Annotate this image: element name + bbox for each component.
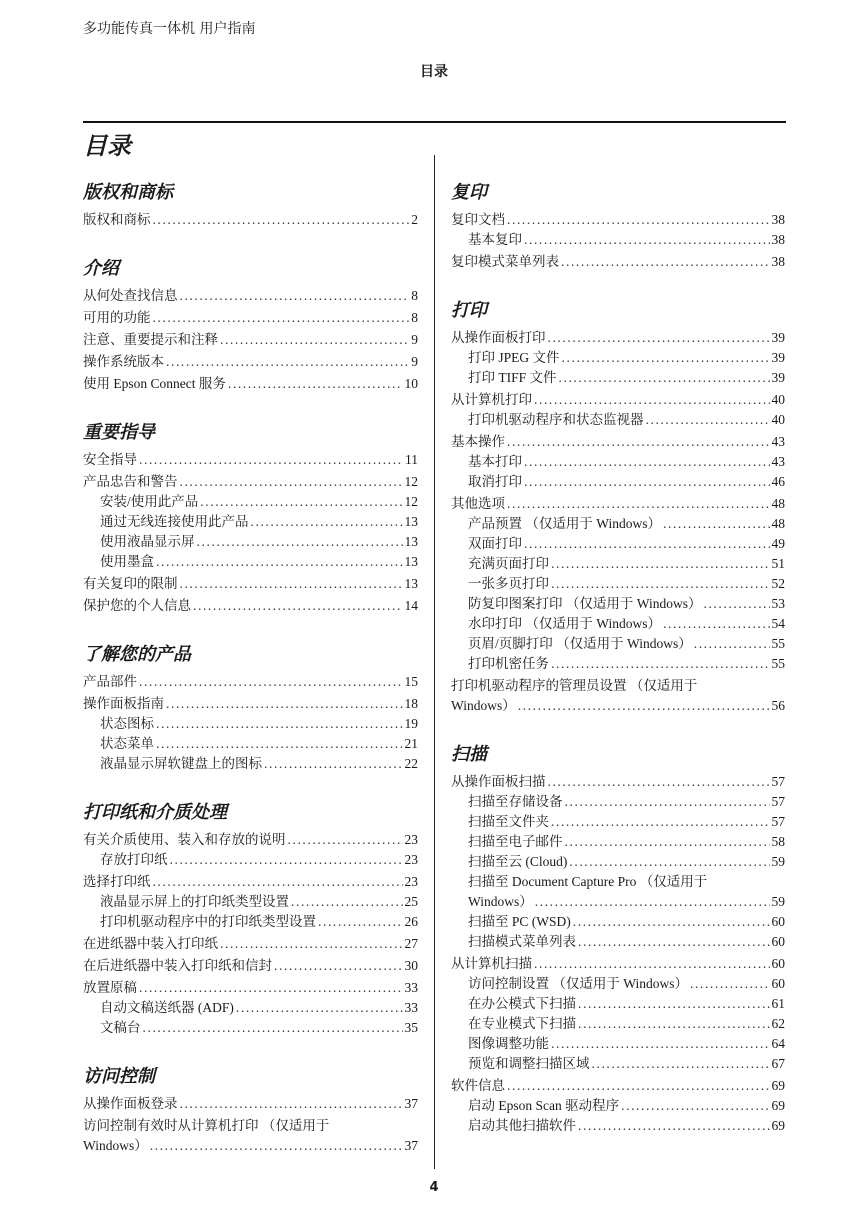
entry-label: 产品预置 （仅适用于 Windows） [468, 516, 661, 531]
entry-page-number: 23 [404, 874, 418, 889]
dot-leader [193, 596, 403, 616]
entry-page-number: 60 [771, 956, 785, 971]
dot-leader [569, 852, 769, 872]
entry-label: 基本操作 [451, 434, 505, 449]
entry-page-number: 13 [404, 576, 418, 591]
dot-leader [524, 472, 770, 492]
column-divider [434, 155, 435, 1169]
toc-entry[interactable] [83, 552, 418, 572]
dot-leader [551, 554, 770, 574]
toc-entry[interactable] [83, 472, 418, 492]
dot-leader [524, 534, 770, 554]
dot-leader [143, 1018, 403, 1038]
entry-page-number: 15 [404, 674, 418, 689]
entry-page-number: 18 [404, 696, 418, 711]
entry-page-number: 9 [411, 332, 418, 347]
entry-page-number: 11 [405, 452, 418, 467]
entry-page-number: 8 [411, 310, 418, 325]
toc-entry[interactable] [83, 1094, 418, 1114]
dot-leader [236, 998, 403, 1018]
section-heading: 版权和商标 [83, 182, 173, 203]
entry-page-number: 37 [404, 1096, 418, 1111]
toc-entry[interactable] [83, 352, 418, 372]
entry-label: 注意、重要提示和注释 [83, 332, 218, 347]
entry-label: 使用液晶显示屏 [100, 534, 195, 549]
entry-page-number: 69 [771, 1098, 785, 1113]
toc-entry[interactable] [451, 614, 785, 634]
entry-label: 扫描至云 (Cloud) [468, 854, 568, 869]
dot-leader [180, 574, 403, 594]
toc-entry[interactable] [451, 994, 785, 1014]
toc-entry[interactable] [83, 1018, 418, 1038]
toc-entry[interactable] [83, 330, 418, 350]
dot-leader [200, 492, 402, 512]
entry-page-number: 25 [404, 894, 418, 909]
toc-entry[interactable] [451, 1034, 785, 1054]
dot-leader [139, 450, 403, 470]
toc-entry[interactable] [83, 754, 418, 774]
entry-page-number: 62 [771, 1016, 785, 1031]
toc-entry[interactable] [451, 594, 785, 614]
entry-page-number: 14 [404, 598, 418, 613]
dot-leader [507, 494, 770, 514]
dot-leader [703, 594, 769, 614]
entry-page-number: 12 [404, 474, 418, 489]
entry-page-number: 69 [771, 1078, 785, 1093]
toc-entry[interactable] [83, 210, 418, 230]
entry-label: 打印 JPEG 文件 [468, 350, 560, 365]
entry-label: 有关复印的限制 [83, 576, 178, 591]
dot-leader [220, 934, 403, 954]
toc-entry[interactable] [451, 390, 785, 410]
entry-label: 状态菜单 [100, 736, 154, 751]
entry-page-number: 33 [404, 1000, 418, 1015]
toc-entry[interactable] [83, 532, 418, 552]
toc-entry[interactable] [451, 772, 785, 792]
entry-label: 基本复印 [468, 232, 522, 247]
entry-label: 从计算机打印 [451, 392, 532, 407]
entry-label: 在进纸器中装入打印纸 [83, 936, 218, 951]
entry-page-number: 40 [771, 412, 785, 427]
section-heading: 重要指导 [83, 422, 155, 443]
toc-entry[interactable] [451, 1014, 785, 1034]
entry-label-continued: Windows） [451, 698, 516, 713]
entry-page-number: 39 [771, 330, 785, 345]
dot-leader [166, 352, 409, 372]
entry-label: 使用 Epson Connect 服务 [83, 376, 226, 391]
toc-entry[interactable] [451, 432, 785, 452]
entry-label: 在后进纸器中装入打印纸和信封 [83, 958, 272, 973]
entry-page-number: 13 [404, 534, 418, 549]
entry-page-number: 57 [771, 774, 785, 789]
entry-page-number: 38 [771, 254, 785, 269]
dot-leader [150, 1136, 403, 1156]
page-number: 4 [429, 1180, 439, 1195]
toc-right-column [451, 178, 785, 1136]
toc-entry[interactable] [83, 978, 418, 998]
entry-label: 通过无线连接使用此产品 [100, 514, 249, 529]
entry-page-number: 38 [771, 232, 785, 247]
dot-leader [291, 892, 403, 912]
entry-page-number: 35 [404, 1020, 418, 1035]
entry-label: 液晶显示屏上的打印纸类型设置 [100, 894, 289, 909]
toc-entry[interactable] [83, 734, 418, 754]
toc-entry[interactable] [83, 694, 418, 714]
entry-label: 其他选项 [451, 496, 505, 511]
toc-entry[interactable] [451, 472, 785, 492]
toc-entry[interactable] [83, 374, 418, 394]
entry-label: 水印打印 （仅适用于 Windows） [468, 616, 661, 631]
entry-label: 打印 TIFF 文件 [468, 370, 557, 385]
toc-entry[interactable] [451, 534, 785, 554]
entry-page-number: 59 [771, 894, 785, 909]
entry-page-number: 21 [404, 736, 418, 751]
entry-label: 可用的功能 [83, 310, 151, 325]
entry-page-number: 52 [771, 576, 785, 591]
dot-leader [139, 978, 403, 998]
dot-leader [578, 932, 770, 952]
entry-label: 预览和调整扫描区域 [468, 1056, 590, 1071]
toc-entry[interactable] [83, 934, 418, 954]
entry-page-number: 59 [771, 854, 785, 869]
entry-label: 使用墨盒 [100, 554, 154, 569]
dot-leader [621, 1096, 769, 1116]
entry-label: 产品忠告和警告 [83, 474, 178, 489]
entry-label: 复印文档 [451, 212, 505, 227]
dot-leader [551, 812, 770, 832]
toc-entry[interactable] [451, 832, 785, 852]
dot-leader [663, 514, 770, 534]
toc-entry[interactable] [83, 308, 418, 328]
entry-label: 扫描至文件夹 [468, 814, 549, 829]
entry-page-number: 39 [771, 370, 785, 385]
entry-label: 打印机驱动程序中的打印纸类型设置 [100, 914, 316, 929]
entry-label: 版权和商标 [83, 212, 151, 227]
toc-entry[interactable] [83, 714, 418, 734]
section-heading: 了解您的产品 [83, 644, 191, 665]
toc-entry[interactable] [451, 1096, 785, 1116]
entry-label: 扫描至 Document Capture Pro （仅适用于 [468, 874, 708, 889]
entry-page-number: 54 [771, 616, 785, 631]
toc-entry[interactable] [451, 954, 785, 974]
entry-page-number: 13 [404, 554, 418, 569]
dot-leader [264, 754, 403, 774]
entry-page-number: 69 [771, 1118, 785, 1133]
section-heading: 介绍 [83, 258, 119, 279]
entry-label: 存放打印纸 [100, 852, 168, 867]
entry-page-number: 58 [771, 834, 785, 849]
entry-page-number: 56 [771, 698, 785, 713]
entry-label: 从操作面板登录 [83, 1096, 178, 1111]
dot-leader [663, 614, 770, 634]
entry-label: 双面打印 [468, 536, 522, 551]
entry-label: 充满页面打印 [468, 556, 549, 571]
entry-page-number: 60 [771, 976, 785, 991]
toc-entry[interactable] [451, 654, 785, 674]
entry-page-number: 9 [411, 354, 418, 369]
entry-label: 液晶显示屏软键盘上的图标 [100, 756, 262, 771]
entry-label: 打印机密任务 [468, 656, 549, 671]
entry-label: 启动其他扫描软件 [468, 1118, 576, 1133]
dot-leader [153, 210, 410, 230]
toc-entry[interactable] [451, 368, 785, 388]
entry-label: 选择打印纸 [83, 874, 151, 889]
entry-label: 取消打印 [468, 474, 522, 489]
entry-page-number: 33 [404, 980, 418, 995]
toc-entry[interactable] [83, 892, 418, 912]
section-heading: 访问控制 [83, 1066, 155, 1087]
dot-leader [534, 954, 770, 974]
entry-label: 从计算机扫描 [451, 956, 532, 971]
toc-entry[interactable] [83, 912, 418, 932]
section-heading: 打印 [451, 300, 487, 321]
entry-page-number: 26 [404, 914, 418, 929]
dot-leader [565, 832, 770, 852]
dot-leader [524, 452, 770, 472]
dot-leader [548, 328, 770, 348]
toc-left-column [83, 178, 418, 1156]
title-rule [83, 121, 786, 123]
entry-label: 扫描模式菜单列表 [468, 934, 576, 949]
entry-label: 安全指导 [83, 452, 137, 467]
dot-leader [170, 850, 403, 870]
dot-leader [156, 714, 403, 734]
dot-leader [690, 974, 770, 994]
entry-label: 从何处查找信息 [83, 288, 178, 303]
entry-label-continued: Windows） [468, 894, 533, 909]
toc-entry[interactable] [451, 252, 785, 272]
toc-entry[interactable] [83, 492, 418, 512]
entry-page-number: 51 [771, 556, 785, 571]
dot-leader [166, 694, 403, 714]
entry-page-number: 40 [771, 392, 785, 407]
toc-entry[interactable] [83, 574, 418, 594]
entry-page-number: 19 [404, 716, 418, 731]
dot-leader [153, 872, 403, 892]
entry-page-number: 60 [771, 934, 785, 949]
entry-page-number: 64 [771, 1036, 785, 1051]
entry-label: 在专业模式下扫描 [468, 1016, 576, 1031]
dot-leader [578, 994, 770, 1014]
entry-label: 扫描至存储设备 [468, 794, 563, 809]
toc-entry[interactable] [83, 450, 418, 470]
dot-leader [551, 654, 770, 674]
entry-label: 启动 Epson Scan 驱动程序 [468, 1098, 620, 1113]
entry-page-number: 10 [404, 376, 418, 391]
entry-page-number: 23 [404, 852, 418, 867]
section-heading: 复印 [451, 182, 487, 203]
toc-entry[interactable] [451, 554, 785, 574]
entry-page-number: 30 [404, 958, 418, 973]
dot-leader [156, 552, 403, 572]
toc-entry[interactable] [451, 494, 785, 514]
page-title: 目录 [83, 132, 131, 160]
dot-leader [507, 432, 770, 452]
entry-page-number: 37 [404, 1138, 418, 1153]
dot-leader [578, 1116, 770, 1136]
toc-entry[interactable] [451, 348, 785, 368]
entry-label: 基本打印 [468, 454, 522, 469]
toc-entry[interactable] [83, 850, 418, 870]
dot-leader [153, 308, 410, 328]
dot-leader [551, 574, 770, 594]
entry-label: 有关介质使用、装入和存放的说明 [83, 832, 286, 847]
entry-page-number: 23 [404, 832, 418, 847]
entry-page-number: 22 [404, 756, 418, 771]
entry-label: 一张多页打印 [468, 576, 549, 591]
dot-leader [518, 696, 770, 716]
toc-entry[interactable] [451, 410, 785, 430]
entry-page-number: 48 [771, 516, 785, 531]
dot-leader [180, 472, 403, 492]
dot-leader [535, 892, 770, 912]
entry-page-number: 43 [771, 454, 785, 469]
toc-entry[interactable] [83, 672, 418, 692]
toc-entry[interactable] [451, 792, 785, 812]
entry-page-number: 43 [771, 434, 785, 449]
running-header-title: 多功能传真一体机 用户指南 [83, 21, 256, 37]
toc-entry[interactable] [451, 230, 785, 250]
dot-leader [507, 1076, 770, 1096]
dot-leader [228, 374, 403, 394]
entry-page-number: 2 [411, 212, 418, 227]
entry-label: 打印机驱动程序的管理员设置 （仅适用于 [451, 678, 698, 693]
toc-entry[interactable] [451, 872, 785, 912]
entry-label: 操作系统版本 [83, 354, 164, 369]
entry-label: 安装/使用此产品 [100, 494, 199, 509]
entry-label: 软件信息 [451, 1078, 505, 1093]
dot-leader [592, 1054, 770, 1074]
toc-entry[interactable] [83, 998, 418, 1018]
toc-entry[interactable] [83, 956, 418, 976]
dot-leader [139, 672, 403, 692]
dot-leader [578, 1014, 770, 1034]
dot-leader [288, 830, 403, 850]
entry-page-number: 13 [404, 514, 418, 529]
entry-label: 自动文稿送纸器 (ADF) [100, 1000, 234, 1015]
entry-label: 页眉/页脚打印 （仅适用于 Windows） [468, 636, 692, 651]
entry-label: 从操作面板打印 [451, 330, 546, 345]
entry-label: 在办公模式下扫描 [468, 996, 576, 1011]
toc-entry[interactable] [451, 676, 785, 716]
entry-label: 文稿台 [100, 1020, 141, 1035]
entry-label: 扫描至 PC (WSD) [468, 914, 571, 929]
section-header: 目录 [420, 64, 448, 80]
dot-leader [524, 230, 770, 250]
dot-leader [274, 956, 403, 976]
dot-leader [180, 286, 410, 306]
entry-label: 防复印图案打印 （仅适用于 Windows） [468, 596, 702, 611]
toc-entry[interactable] [451, 812, 785, 832]
entry-page-number: 55 [771, 656, 785, 671]
entry-label: 复印模式菜单列表 [451, 254, 559, 269]
dot-leader [548, 772, 770, 792]
entry-label: 打印机驱动程序和状态监视器 [468, 412, 644, 427]
entry-label: 放置原稿 [83, 980, 137, 995]
entry-page-number: 46 [771, 474, 785, 489]
entry-page-number: 60 [771, 914, 785, 929]
toc-entry[interactable] [451, 514, 785, 534]
dot-leader [156, 734, 403, 754]
dot-leader [251, 512, 403, 532]
toc-entry[interactable] [451, 974, 785, 994]
entry-label: 产品部件 [83, 674, 137, 689]
toc-entry[interactable] [83, 596, 418, 616]
entry-label: 操作面板指南 [83, 696, 164, 711]
toc-entry[interactable] [83, 830, 418, 850]
dot-leader [573, 912, 770, 932]
entry-label: 访问控制设置 （仅适用于 Windows） [468, 976, 688, 991]
dot-leader [180, 1094, 403, 1114]
dot-leader [646, 410, 770, 430]
toc-entry[interactable] [451, 634, 785, 654]
dot-leader [694, 634, 770, 654]
entry-page-number: 12 [404, 494, 418, 509]
toc-entry[interactable] [83, 512, 418, 532]
entry-page-number: 61 [771, 996, 785, 1011]
entry-page-number: 57 [771, 814, 785, 829]
toc-entry[interactable] [451, 932, 785, 952]
entry-label: 状态图标 [100, 716, 154, 731]
dot-leader [197, 532, 403, 552]
entry-page-number: 39 [771, 350, 785, 365]
entry-label: 从操作面板扫描 [451, 774, 546, 789]
toc-entry[interactable] [451, 1076, 785, 1096]
toc-entry[interactable] [83, 872, 418, 892]
entry-page-number: 49 [771, 536, 785, 551]
dot-leader [562, 348, 770, 368]
entry-page-number: 27 [404, 936, 418, 951]
toc-entry[interactable] [451, 452, 785, 472]
entry-page-number: 67 [771, 1056, 785, 1071]
entry-label-continued: Windows） [83, 1138, 148, 1153]
entry-label: 图像调整功能 [468, 1036, 549, 1051]
toc-entry[interactable] [83, 1116, 418, 1156]
entry-page-number: 57 [771, 794, 785, 809]
entry-label: 访问控制有效时从计算机打印 （仅适用于 [83, 1118, 330, 1133]
toc-entry[interactable] [451, 574, 785, 594]
entry-label: 扫描至电子邮件 [468, 834, 563, 849]
dot-leader [507, 210, 770, 230]
dot-leader [565, 792, 770, 812]
entry-label: 保护您的个人信息 [83, 598, 191, 613]
entry-page-number: 55 [771, 636, 785, 651]
entry-page-number: 8 [411, 288, 418, 303]
dot-leader [551, 1034, 770, 1054]
toc-entry[interactable] [451, 852, 785, 872]
dot-leader [318, 912, 403, 932]
toc-entry[interactable] [451, 1054, 785, 1074]
entry-page-number: 38 [771, 212, 785, 227]
toc-entry[interactable] [83, 286, 418, 306]
toc-entry[interactable] [451, 210, 785, 230]
toc-entry[interactable] [451, 328, 785, 348]
section-heading: 打印纸和介质处理 [83, 802, 227, 823]
toc-entry[interactable] [451, 1116, 785, 1136]
dot-leader [561, 252, 770, 272]
dot-leader [559, 368, 770, 388]
dot-leader [220, 330, 409, 350]
section-heading: 扫描 [451, 744, 487, 765]
entry-page-number: 48 [771, 496, 785, 511]
dot-leader [534, 390, 770, 410]
entry-page-number: 53 [771, 596, 785, 611]
toc-entry[interactable] [451, 912, 785, 932]
